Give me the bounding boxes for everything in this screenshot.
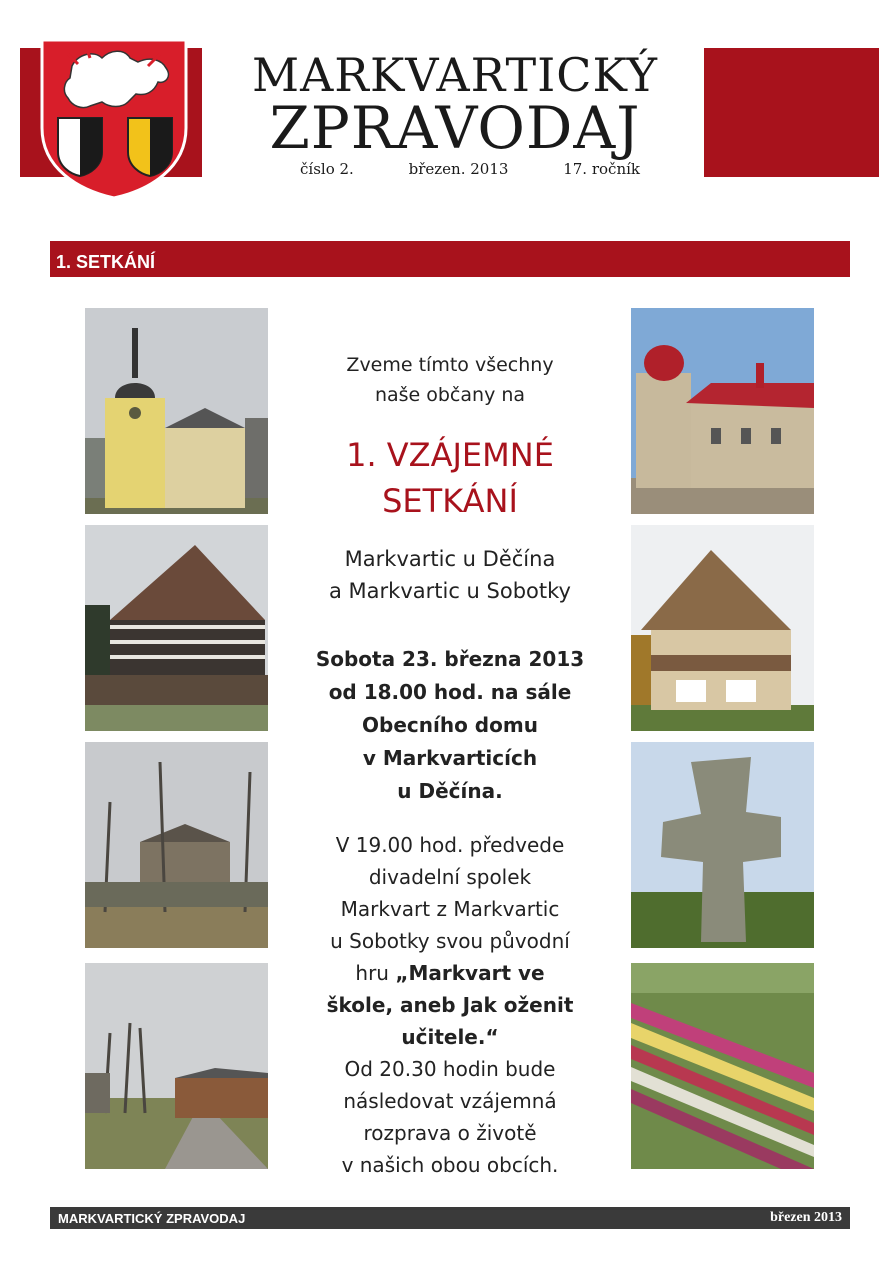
timbered-house-photo xyxy=(85,525,268,731)
intro-line: Zveme tímto všechny xyxy=(346,354,554,376)
yellow-church-photo xyxy=(85,308,268,514)
play-title: škole, aneb Jak oženit xyxy=(326,993,574,1017)
flower-fields-photo xyxy=(631,963,814,1169)
issue-date: březen. 2013 xyxy=(408,160,509,178)
headline-line: SETKÁNÍ xyxy=(382,482,518,520)
issue-number: číslo 2. xyxy=(300,160,354,178)
program-line: u Sobotky svou původní xyxy=(330,929,570,953)
date-line: u Děčína. xyxy=(397,779,503,803)
issue-info xyxy=(300,160,640,178)
play-title: „Markvart ve xyxy=(395,961,545,985)
program-line: následovat vzájemná xyxy=(343,1089,557,1113)
program-line: divadelní spolek xyxy=(368,865,532,889)
section-title: 1. SETKÁNÍ xyxy=(56,252,156,272)
program-line: rozprava o životě xyxy=(363,1121,537,1145)
program-line xyxy=(300,957,600,989)
program-line: v našich obou obcích. xyxy=(341,1153,559,1177)
issue-volume: 17. ročník xyxy=(563,160,640,178)
coat-of-arms-icon xyxy=(38,36,190,200)
program-text: hru xyxy=(355,961,396,985)
event-places xyxy=(300,543,600,607)
old-manor-trees-photo xyxy=(85,742,268,948)
masthead-line-1: MARKVARTICKÝ xyxy=(251,48,658,102)
program-line: Od 20.30 hodin bude xyxy=(344,1057,556,1081)
stone-cross-photo xyxy=(631,742,814,948)
footer-date: březen 2013 xyxy=(770,1210,842,1225)
program-line: Markvart z Markvartic xyxy=(340,897,560,921)
date-line: v Markvarticích xyxy=(362,746,538,770)
play-title: učitele.“ xyxy=(401,1025,499,1049)
event-program xyxy=(300,829,600,1181)
places-line: a Markvartic u Sobotky xyxy=(329,579,571,603)
masthead-line-2: ZPRAVODAJ xyxy=(269,94,641,162)
event-headline xyxy=(300,432,600,524)
red-roof-church-photo xyxy=(631,308,814,514)
village-road-photo xyxy=(85,963,268,1169)
newsletter-masthead xyxy=(210,48,700,162)
headline-line: 1. VZÁJEMNÉ xyxy=(346,436,554,474)
section-title-bar xyxy=(50,241,850,277)
footer-title: MARKVARTICKÝ ZPRAVODAJ xyxy=(58,1210,246,1226)
invitation-intro xyxy=(300,350,600,410)
date-line: od 18.00 hod. na sále xyxy=(328,680,572,704)
wooden-cottage-photo xyxy=(631,525,814,731)
header-red-band-right xyxy=(704,48,879,177)
date-line: Sobota 23. března 2013 xyxy=(315,647,585,671)
program-line xyxy=(300,1021,600,1053)
intro-line: naše občany na xyxy=(374,384,526,406)
event-date-location xyxy=(300,643,600,808)
page-footer xyxy=(50,1207,850,1229)
program-line: V 19.00 hod. předvede xyxy=(335,833,565,857)
program-line xyxy=(300,989,600,1021)
date-line: Obecního domu xyxy=(362,713,538,737)
places-line: Markvartic u Děčína xyxy=(344,547,556,571)
